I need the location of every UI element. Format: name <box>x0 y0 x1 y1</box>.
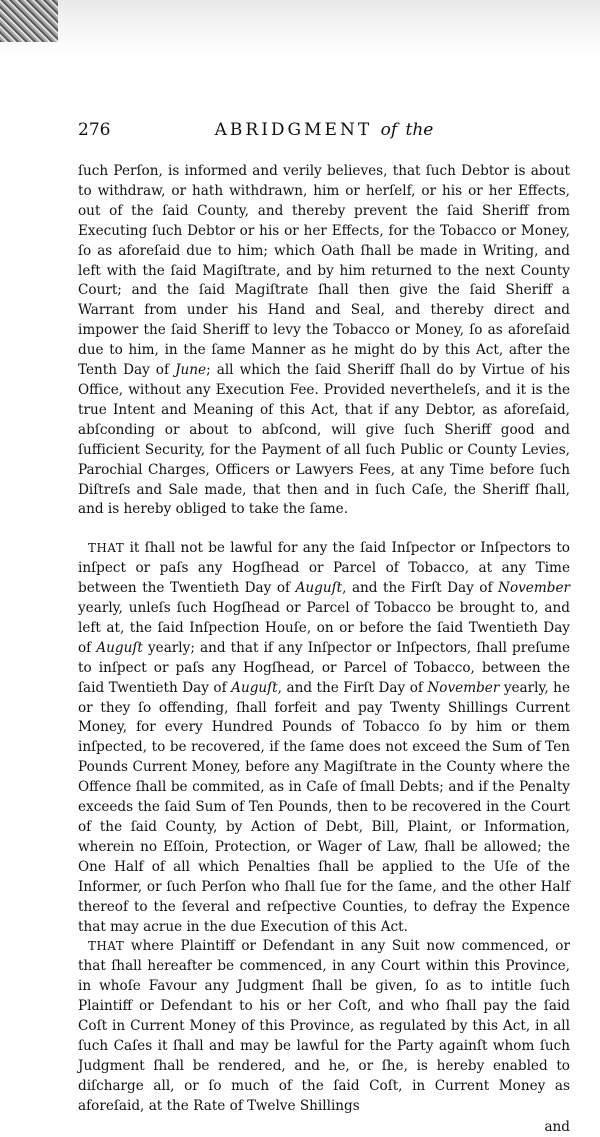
scan-corner-artifact <box>0 0 58 42</box>
paragraph-2-italic-a: Auguſt <box>295 580 343 597</box>
paragraph-3-lead: THAT <box>88 939 125 954</box>
paragraph-2-italic-e: November <box>427 679 500 696</box>
running-title-conjunction: of <box>380 120 398 140</box>
paragraph-1-text-b: ; all which the ſaid Sheriff ſhall do by Virtue of his Office, without any Execution Fee. Provided nevertheleſs, and it is the true Intent and Meaning of this Act, that if any Debtor, as aforeſaid, abſconding or about to abſcond, will give ſuch Sheriff good and ſufficient Security, for the Payment of all ſuch Public or County Levies, Parochial Charges, Officers or Lawyers Fees, at any Time before ſuch Diſtreſs and Sale made, that then and in ſuch Caſe, the Sheriff ſhall, and is hereby obliged to take the ſame. <box>78 362 571 518</box>
paragraph-3-text-a: where Plaintiff or Defendant in any Suit now commenced, or that ſhall hereafter be commenced, in any Court within this Province, in whoſe Favour any Judgment ſhall be given, ſo as to intitle ſuch Plaintiff or Defendant to his or her Coſt, and who ſhall pay the ſaid Coſt in Current Money of this Province, as regulated by this Act, in all ſuch Caſes it ſhall and may be lawful for the Party againſt whom ſuch Judgment ſhall be rendered, and he, or ſhe, is hereby enabled to diſcharge all, or ſo much of the ſaid Coſt, in Current Money as aforeſaid, at the Rate of Twelve Shillings <box>78 938 570 1114</box>
paragraph-2-italic-b: November <box>498 580 570 597</box>
paragraph-2 <box>78 539 570 937</box>
paragraph-3 <box>78 937 570 1116</box>
running-title-article: the <box>405 120 434 140</box>
paragraph-2-italic-c: Auguſt <box>96 639 143 656</box>
running-title-main: ABRIDGMENT <box>214 120 373 140</box>
paragraph-2-text-f: yearly, he or they ſo offending, ſhall forfeit and pay Twenty Shillings Current Money, for every Hundred Pounds of Tobacco ſo by him or them inſpected, to be recovered, if the ſame does not exceed the Sum of Ten Pounds Current Money, before any Magiſtrate in the County where the Offence ſhall be commited, as in Caſe of ſmall Debts; and if the Penalty exceeds the ſaid Sum of Ten Pounds, then to be recovered in the Court of the ſaid County, by Action of Debt, Bill, Plaint, or Information, wherein no Eſſoin, Protection, or Wager of Law, ſhall be allowed; the One Half of all which Penalties ſhall be applied to the Uſe of the Informer, or ſuch Perſon who ſhall ſue for the ſame, and the other Half thereof to the ſeveral and reſpective Counties, to defray the Expence that may acrue in the due Execution of this Act. <box>78 679 570 935</box>
paragraph-2-text-e: , and the Firſt Day of <box>277 679 428 696</box>
page-number: 276 <box>78 120 111 140</box>
paragraph-2-text-b: , and the Firſt Day of <box>342 580 499 597</box>
running-header <box>78 120 570 148</box>
body-text <box>78 162 570 1137</box>
paragraph-2-text-a: it ſhall not be lawful for any the ſaid Inſpector or Inſpectors to inſpect or paſs any Hogſhead or Parcel of Tobacco, at any Time between the Twentieth Day of <box>78 540 570 597</box>
paragraph-2-text-d: yearly; and that if any Inſpector or Inſpectors, ſhall preſume to inſpect or paſs any Hogſhead, or Parcel of Tobacco, between the ſaid Twentieth Day of <box>78 639 570 696</box>
paragraph-1-text-a: ſuch Perſon, is informed and verily believes, that ſuch Debtor is about to withdraw, or hath withdrawn, him or herſelf, or his or her Effects, out of the ſaid County, and thereby prevent the ſaid Sheriff from Executing ſuch Debtor or his or her Effects, for the Tobacco or Money, ſo as aforeſaid due to him; which Oath ſhall be made in Writing, and left with the ſaid Magiſtrate, and by him returned to the next County Court; and the ſaid Magiſtrate ſhall then give the ſaid Sheriff a Warrant from under his Hand and Seal, and thereby direct and impower the ſaid Sheriff to levy the Tobacco or Money, ſo as aforeſaid due to him, in the ſame Manner as he might do by this Act, after the Tenth Day of <box>78 163 570 379</box>
catchword: and <box>544 1118 570 1135</box>
paragraph-2-lead: THAT <box>88 541 125 556</box>
paragraph-1 <box>78 162 570 520</box>
paragraph-1-italic-a: June <box>175 362 207 379</box>
running-title <box>132 120 516 140</box>
paragraph-2-text-c: yearly, unleſs ſuch Hogſhead or Parcel of Tobacco be brought to, and left at, the ſaid Inſpection Houſe, on or before the ſaid Twentieth Day of <box>78 600 570 656</box>
paragraph-2-italic-d: Auguſt <box>231 679 278 696</box>
document-page <box>78 120 570 1137</box>
scan-top-edge <box>0 0 600 58</box>
